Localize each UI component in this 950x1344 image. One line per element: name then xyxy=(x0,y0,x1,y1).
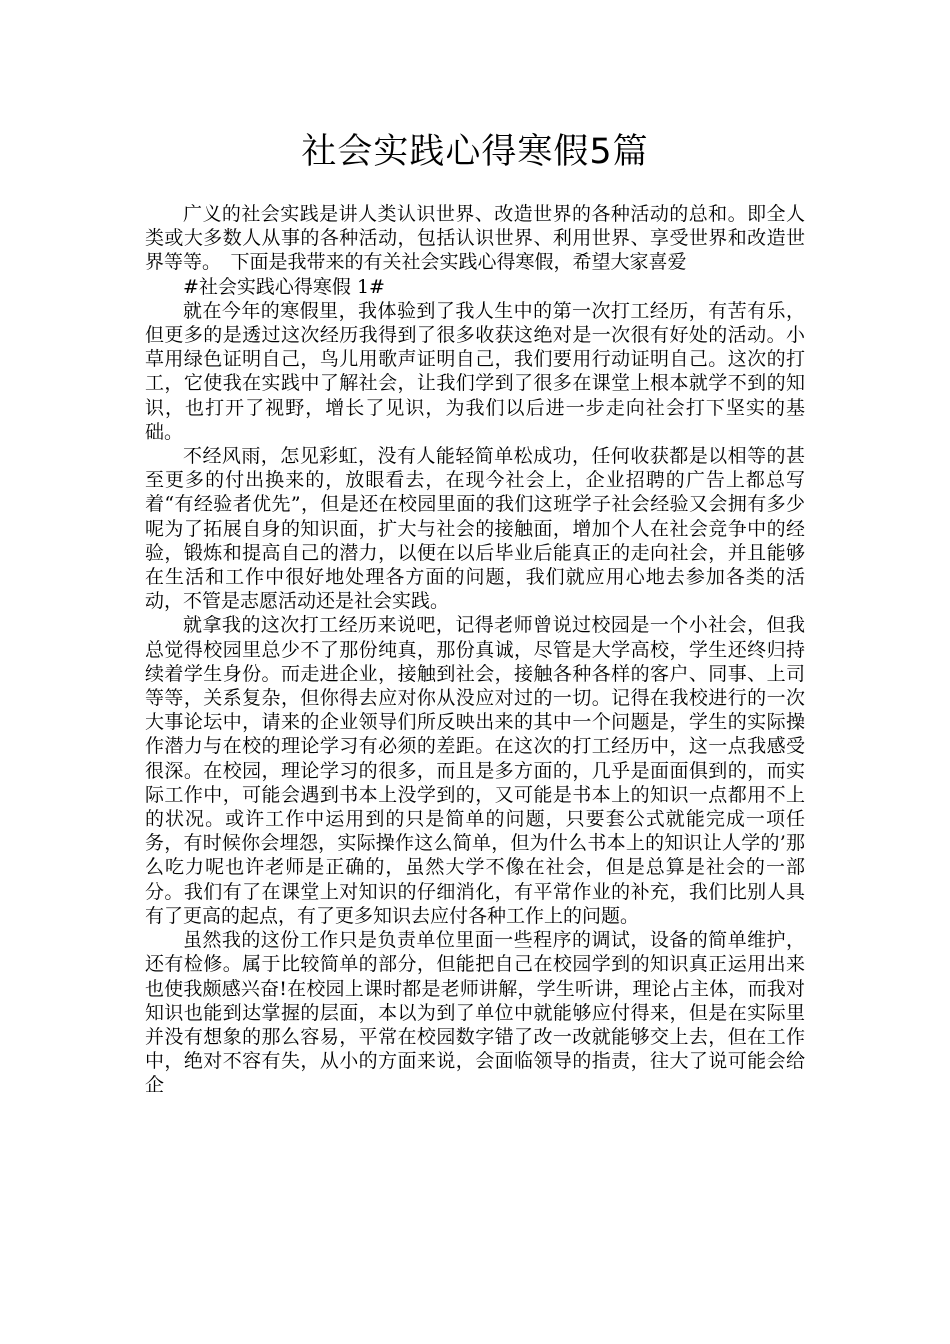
section-heading: #社会实践心得寒假 1# xyxy=(183,275,385,298)
document-title: 社会实践心得寒假5篇 xyxy=(301,132,649,172)
document-body xyxy=(145,202,805,1098)
body-paragraph: 就拿我的这次打工经历来说吧，记得老师曾说过校园是一个小社会，但我总觉得校园里总少不了那份纯真，那份真诚，尽管是大学高校，学生还终归持续着学生身份。而走进企业，接触到社会，接触各种各样的客户、同事、上司等等，关系复杂，但你得去应对你从没应对过的一切。记得在我校进行的一次大事论坛中，请来的企业领导们所反映出来的其中一个问题是，学生的实际操作潜力与在校的理论学习有必须的差距。在这次的打工经历中，这一点我感受很深。在校园，理论学习的很多，而且是多方面的，几乎是面面俱到的，而实际工作中，可能会遇到书本上没学到的，又可能是书本上的知识一点都用不上的状况。或许工作中运用到的只是简单的问题，只要套公式就能完成一项任务，有时候你会埋怨，实际操作这么简单，但为什么书本上的知识让人学的’那么吃力呢也许老师是正确的，虽然大学不像在社会，但是总算是社会的一部分。我们有了在课堂上对知识的仔细消化，有平常作业的补充，我们比别人具有了更高的起点，有了更多知识去应付各种工作上的问题。 xyxy=(145,614,805,927)
body-paragraph: 就在今年的寒假里，我体验到了我人生中的第一次打工经历，有苦有乐，但更多的是透过这次经历我得到了很多收获这绝对是一次很有好处的活动。小草用绿色证明自己，鸟儿用歌声证明自己，我们要用行动证明自己。这次的打工，它使我在实践中了解社会，让我们学到了很多在课堂上根本就学不到的知识，也打开了视野，增长了见识，为我们以后进一步走向社会打下坚实的基础。 xyxy=(145,299,805,443)
body-paragraph: 虽然我的这份工作只是负责单位里面一些程序的调试，设备的简单维护，还有检修。属于比较简单的部分，但能把自己在校园学到的知识真正运用出来也使我颇感兴奋!在校园上课时都是老师讲解，学生听讲，理论占主体，而我对知识也能到达掌握的层面，本以为到了单位中就能够应付得来，但是在实际里并没有想象的那么容易，平常在校园数字错了改一改就能够交上去，但在工作中，绝对不容有失，从小的方面来说，会面临领导的指责，往大了说可能会给企 xyxy=(145,929,805,1097)
body-paragraph: 不经风雨，怎见彩虹，没有人能轻简单松成功，任何收获都是以相等的甚至更多的付出换来的，放眼看去，在现今社会上，企业招聘的广告上都总写着“有经验者优先”，但是还在校园里面的我们这班学子社会经验又会拥有多少呢为了拓展自身的知识面，扩大与社会的接触面，增加个人在社会竞争中的经验，锻炼和提高自己的潜力，以便在以后毕业后能真正的走向社会，并且能够在生活和工作中很好地处理各方面的问题，我们就应用心地去参加各类的活动，不管是志愿活动还是社会实践。 xyxy=(145,445,805,613)
intro-paragraph: 广义的社会实践是讲人类认识世界、改造世界的各种活动的总和。即全人类或大多数人从事的各种活动，包括认识世界、利用世界、享受世界和改造世界等等。 下面是我带来的有关社会实践心得寒假，希望大家喜爱 xyxy=(145,203,805,274)
